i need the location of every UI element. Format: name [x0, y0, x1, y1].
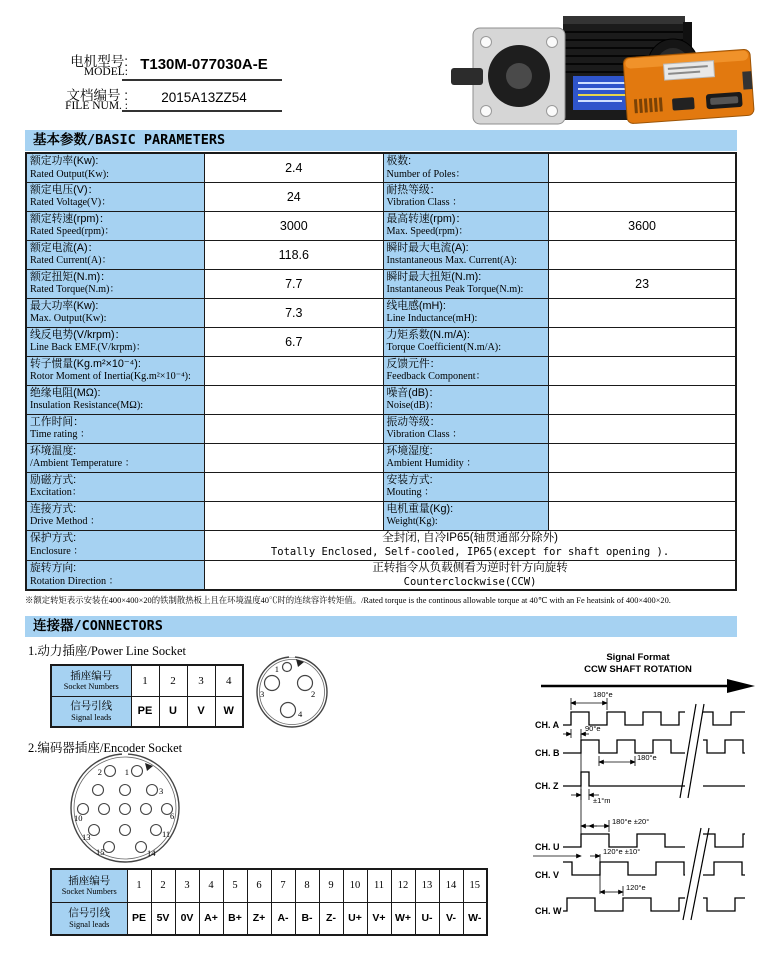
param-value-left: [205, 356, 383, 385]
param-label-right: 安装方式: Mouting ：: [383, 472, 549, 501]
dimension-1m: ±1°m: [593, 796, 611, 805]
motor-shaft: [451, 68, 483, 85]
signal-format-title: Signal Format: [606, 652, 670, 663]
param-label-left: 额定转速(rpm)： Rated Speed(rpm)：: [26, 211, 205, 240]
encoder-connector-diagram: [66, 751, 186, 865]
param-row: [26, 385, 736, 414]
param-label-right: 瞬时最大扭矩(N.m): Instantaneous Peak Torque(N.m):: [383, 269, 549, 298]
power-pin-label: 2: [311, 689, 316, 699]
param-label-left: 额定功率(Kw): Rated Output(Kw):: [26, 153, 205, 182]
param-label-left: 环境温度: /Ambient Temperature ：: [26, 443, 205, 472]
basic-parameters-body: [26, 153, 736, 530]
power-pin-label: 4: [298, 709, 303, 719]
encoder-socket-number: 10: [343, 869, 367, 902]
param-value-right: [549, 501, 736, 530]
param-value-left: [205, 385, 383, 414]
encoder-leads-label: 信号引线 Signal leads: [51, 902, 127, 935]
encoder-numbers-row: [51, 869, 487, 902]
model-value: T130M-077030A-E: [140, 56, 268, 73]
param-row: [26, 472, 736, 501]
power-numbers-row: [51, 665, 243, 696]
power-pin-label: 3: [260, 689, 265, 699]
file-underline: [122, 110, 282, 112]
param-value-left: [205, 414, 383, 443]
param-label-right: 极数: Number of Poles：: [383, 153, 549, 182]
encoder-pin-label: 10: [74, 813, 83, 823]
param-row: [26, 182, 736, 211]
param-row: [26, 211, 736, 240]
encoder-pin-label: 15: [96, 847, 105, 857]
waveform-ch-u: [563, 834, 685, 847]
model-label-en: MODEL:: [83, 66, 128, 78]
param-label-left: 额定电压(V)： Rated Voltage(V)：: [26, 182, 205, 211]
param-label-left: 连接方式: Drive Method ：: [26, 501, 205, 530]
power-socket-number: 1: [131, 665, 159, 696]
param-row: [26, 269, 736, 298]
enclosure-value: 全封闭, 自冷IP65(轴贯通部分除外) Totally Enclosed, Self-cooled, IP65(except for shaft opening ).: [205, 530, 736, 560]
param-value-left: [205, 501, 383, 530]
servo-driver: [623, 49, 754, 124]
encoder-socket-lead: U-: [415, 902, 439, 935]
encoder-pin-label: 11: [162, 829, 171, 839]
encoder-socket-number: 2: [151, 869, 175, 902]
param-value-left: 118.6: [205, 240, 383, 269]
param-label-left: 转子惯量(Kg.m²×10⁻⁴): Rotor Moment of Inertia(Kg.m²×10⁻⁴):: [26, 356, 205, 385]
param-value-right: [549, 414, 736, 443]
power-socket-lead: U: [159, 696, 187, 727]
encoder-socket-number: 12: [391, 869, 415, 902]
param-label-right: 反馈元件： Feedback Component：: [383, 356, 549, 385]
param-value-left: 7.7: [205, 269, 383, 298]
param-value-right: [549, 356, 736, 385]
power-socket-lead: V: [187, 696, 215, 727]
encoder-socket-number: 15: [463, 869, 487, 902]
rotation-label: 旋转方向: Rotation Direction ：: [26, 560, 205, 590]
encoder-pin-label: 2: [97, 767, 102, 777]
param-value-left: 2.4: [205, 153, 383, 182]
param-value-right: [549, 385, 736, 414]
param-row: [26, 356, 736, 385]
encoder-socket-number: 11: [367, 869, 391, 902]
power-socket-title: 1.动力插座/Power Line Socket: [28, 644, 186, 658]
param-value-left: [205, 472, 383, 501]
power-leads-label: 信号引线 Signal leads: [51, 696, 131, 727]
driver-label: [664, 61, 715, 80]
param-row: [26, 240, 736, 269]
power-leads-row: [51, 696, 243, 727]
encoder-socket-lead: PE: [127, 902, 151, 935]
param-label-left: 额定电流(A)： Rated Current(A)：: [26, 240, 205, 269]
encoder-socket-lead: A-: [271, 902, 295, 935]
param-label-left: 工作时间： Time rating ：: [26, 414, 205, 443]
rated-torque-footnote: ※额定转矩表示安装在400×400×20的铁制散热板上且在环境温度40℃时的连续容许转矩值。/Rated torque is the continous allowable torque at 40℃ with an Fe heatsink of 400×400×20.: [25, 596, 671, 605]
power-socket-number: 4: [215, 665, 243, 696]
encoder-numbers-label: 插座编号 Socket Numbers: [51, 869, 127, 902]
encoder-socket-number: 9: [319, 869, 343, 902]
param-value-right: [549, 327, 736, 356]
param-value-right: 23: [549, 269, 736, 298]
param-row: [26, 501, 736, 530]
channel-label: CH. B: [535, 748, 560, 758]
encoder-socket-lead: B-: [295, 902, 319, 935]
rotation-row: [26, 560, 736, 590]
encoder-socket-number: 14: [439, 869, 463, 902]
param-value-right: [549, 153, 736, 182]
encoder-socket-number: 6: [247, 869, 271, 902]
encoder-socket-lead: V-: [439, 902, 463, 935]
param-label-right: 线电感(mH): Line Inductance(mH):: [383, 298, 549, 327]
basic-parameters-table: [25, 152, 737, 591]
param-value-left: 6.7: [205, 327, 383, 356]
encoder-socket-lead: 5V: [151, 902, 175, 935]
waveform-ch-a: [563, 712, 685, 725]
param-label-right: 瞬时最大电流(A): Instantaneous Max. Current(A):: [383, 240, 549, 269]
model-underline: [122, 79, 282, 81]
encoder-socket-number: 5: [223, 869, 247, 902]
encoder-pin-label: 14: [147, 848, 156, 858]
signal-format-diagram: [533, 648, 757, 953]
channel-label: CH. Z: [535, 781, 559, 791]
power-socket-number: 2: [159, 665, 187, 696]
param-label-left: 额定扭矩(N.m)： Rated Torque(N.m)：: [26, 269, 205, 298]
file-value: 2015A13ZZ54: [161, 90, 247, 105]
encoder-socket-table: [50, 868, 488, 936]
param-value-left: 3000: [205, 211, 383, 240]
encoder-pin-label: 6: [170, 811, 175, 821]
dimension-120e: 120°e: [626, 883, 646, 892]
param-label-right: 噪音(dB)： Noise(dB)：: [383, 385, 549, 414]
dimension-120e-10: 120°e ±10°: [603, 847, 641, 856]
encoder-socket-number: 8: [295, 869, 319, 902]
encoder-socket-lead: V+: [367, 902, 391, 935]
power-socket-lead: W: [215, 696, 243, 727]
encoder-leads-row: [51, 902, 487, 935]
param-label-right: 最高转速(rpm)： Max. Speed(rpm)：: [383, 211, 549, 240]
encoder-socket-lead: U+: [343, 902, 367, 935]
encoder-socket-lead: Z-: [319, 902, 343, 935]
power-pin-1: [283, 663, 292, 672]
dimension-90e: 90°e: [585, 724, 601, 733]
param-row: [26, 414, 736, 443]
channel-label: CH. U: [535, 842, 560, 852]
rotation-value: 正转指令从负载侧看为逆时针方向旋转 Counterclockwise(CCW): [205, 560, 736, 590]
param-value-left: 7.3: [205, 298, 383, 327]
param-row: [26, 327, 736, 356]
channel-label: CH. W: [535, 906, 562, 916]
power-connector-diagram: [250, 653, 340, 737]
channel-label: CH. A: [535, 720, 560, 730]
param-value-right: [549, 443, 736, 472]
param-value-right: [549, 472, 736, 501]
file-label-en: FILE NUM. :: [65, 100, 128, 112]
param-label-right: 电机重量(Kg): Weight(Kg):: [383, 501, 549, 530]
encoder-socket-number: 13: [415, 869, 439, 902]
waveform-ch-v: [563, 862, 685, 875]
encoder-pin-label: 13: [82, 832, 91, 842]
param-label-right: 振动等级： Vibration Class ：: [383, 414, 549, 443]
power-socket-table: [50, 664, 244, 728]
model-label-cn: 电机型号:: [70, 54, 128, 69]
dimension-180e-20: 180°e ±20°: [612, 817, 650, 826]
encoder-socket-lead: W-: [463, 902, 487, 935]
param-value-right: [549, 298, 736, 327]
encoder-socket-lead: A+: [199, 902, 223, 935]
param-row: [26, 298, 736, 327]
dimension-180e-a: 180°e: [593, 690, 613, 699]
file-label-cn: 文档编号 :: [66, 88, 128, 103]
encoder-socket-number: 4: [199, 869, 223, 902]
param-label-left: 线反电势(V/krpm)： Line Back EMF.(V/krpm)：: [26, 327, 205, 356]
break-marks: [680, 704, 709, 920]
product-photo-motor-and-driver: [445, 2, 755, 130]
param-label-left: 励磁方式: Excitation：: [26, 472, 205, 501]
param-value-right: [549, 182, 736, 211]
param-row: [26, 443, 736, 472]
channel-label: CH. V: [535, 870, 560, 880]
param-label-left: 绝缘电阻(MΩ): Insulation Resistance(MΩ):: [26, 385, 205, 414]
encoder-socket-title: 2.编码器插座/Encoder Socket: [28, 741, 183, 755]
param-label-left: 最大功率(Kw): Max. Output(Kw):: [26, 298, 205, 327]
encoder-socket-number: 7: [271, 869, 295, 902]
param-value-left: [205, 443, 383, 472]
power-numbers-label: 插座编号 Socket Numbers: [51, 665, 131, 696]
section-basic-parameters: 基本参数/BASIC PARAMETERS: [25, 130, 737, 151]
param-value-right: [549, 240, 736, 269]
encoder-socket-number: 3: [175, 869, 199, 902]
encoder-socket-number: 1: [127, 869, 151, 902]
param-label-right: 环境湿度: Ambient Humidity ：: [383, 443, 549, 472]
enclosure-row: [26, 530, 736, 560]
ccw-rotation-title: CCW SHAFT ROTATION: [584, 664, 692, 675]
power-socket-lead: PE: [131, 696, 159, 727]
encoder-socket-lead: Z+: [247, 902, 271, 935]
enclosure-label: 保护方式: Enclosure ：: [26, 530, 205, 560]
power-pin-label: 1: [274, 664, 279, 674]
param-label-right: 力矩系数(N.m/A): Torque Coefficient(N.m/A):: [383, 327, 549, 356]
power-pin-4: [281, 703, 296, 718]
dimension-180e-b: 180°e: [637, 753, 657, 762]
param-label-right: 耐热等级： Vibration Class ：: [383, 182, 549, 211]
encoder-pin-label: 3: [159, 786, 164, 796]
encoder-socket-lead: B+: [223, 902, 247, 935]
param-row: [26, 153, 736, 182]
encoder-socket-lead: W+: [391, 902, 415, 935]
param-value-left: 24: [205, 182, 383, 211]
power-socket-number: 3: [187, 665, 215, 696]
waveform-ch-w: [563, 898, 685, 911]
encoder-pin-label: 1: [124, 767, 129, 777]
power-pin-3: [265, 676, 280, 691]
param-value-right: 3600: [549, 211, 736, 240]
encoder-socket-lead: 0V: [175, 902, 199, 935]
section-connectors: 连接器/CONNECTORS: [25, 616, 737, 637]
